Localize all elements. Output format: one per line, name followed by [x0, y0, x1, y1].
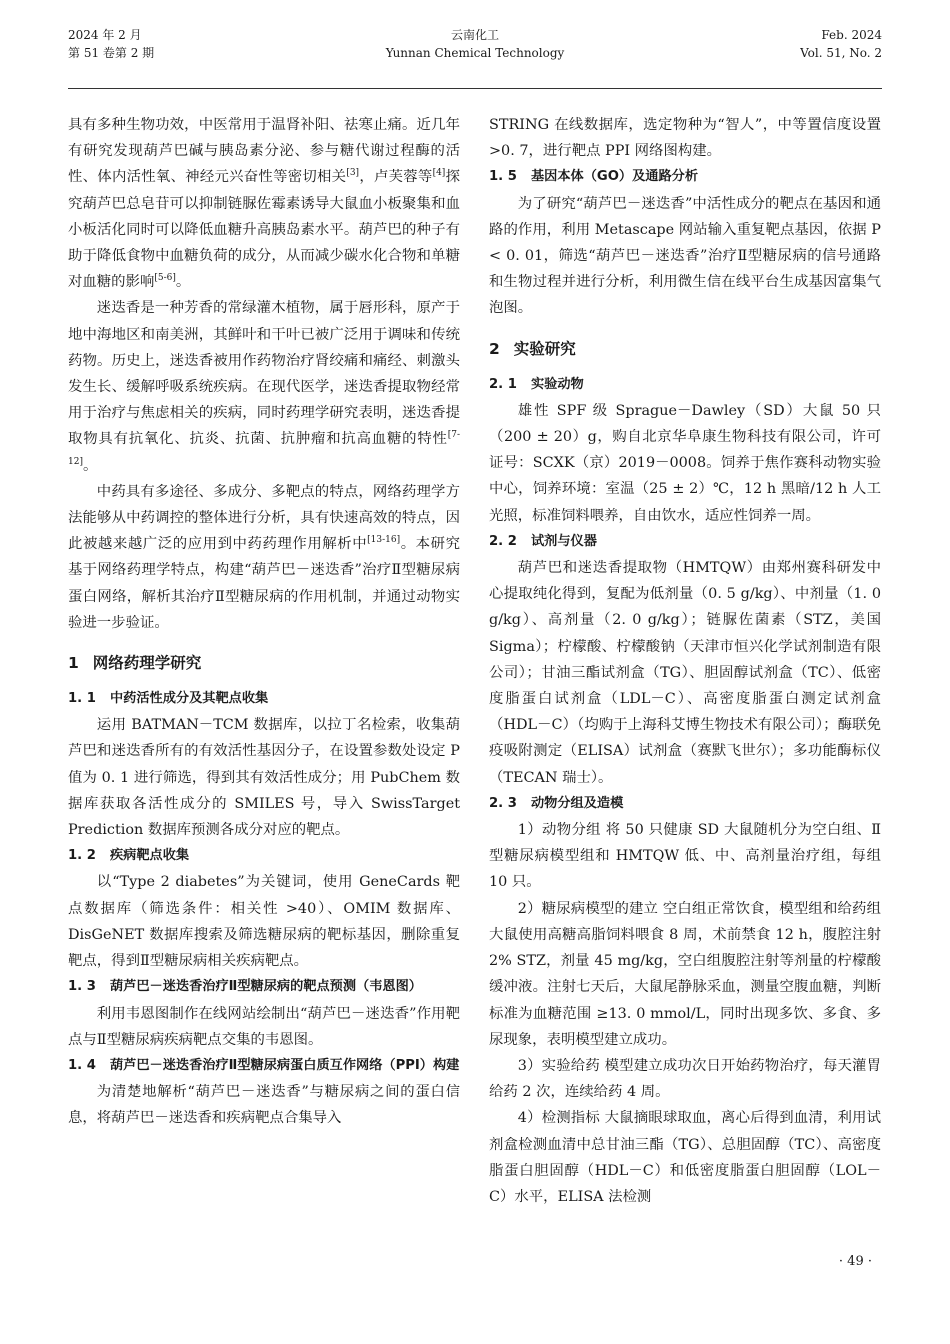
- subsection-title: 中药活性成分及其靶点收集: [109, 691, 269, 707]
- subsection-number: 2. 3: [489, 795, 517, 811]
- subsection-heading: [489, 164, 881, 190]
- paragraph-text: 。本研究基于网络药理学特点，构建“葫芦巴－迷迭香”治疗Ⅱ型糖尿病蛋白网络，解析其治疗Ⅱ型糖尿病的作用机制，并通过动物实验进一步验证。: [68, 536, 460, 631]
- subsection-heading: [68, 1053, 460, 1079]
- subsection-title: 疾病靶点收集: [109, 848, 190, 864]
- subsection-title: 葫芦巴－迷迭香治疗Ⅱ型糖尿病的靶点预测（韦恩图）: [109, 979, 422, 995]
- header-date-en: Feb. 2024: [821, 28, 882, 42]
- right-column: [489, 112, 881, 1210]
- page-number: · 49 ·: [838, 1254, 872, 1269]
- section-heading: [489, 336, 881, 362]
- subsection-heading: [489, 529, 881, 555]
- subsection-number: 1. 1: [68, 691, 96, 707]
- header-journal-en: Yunnan Chemical Technology: [385, 46, 565, 60]
- subsection-heading: [489, 791, 881, 817]
- running-header: [68, 26, 882, 89]
- header-journal-cn: 云南化工: [450, 28, 499, 42]
- subsection-title: 葫芦巴－迷迭香治疗Ⅱ型糖尿病蛋白质互作网络（PPI）构建: [109, 1057, 460, 1073]
- paragraph: 3）实验给药 模型建立成功次日开始药物治疗，每天灌胃给药 2 次，连续给药 4 周。: [489, 1057, 881, 1101]
- paragraph: [68, 295, 460, 478]
- paragraph: [68, 112, 460, 295]
- paragraph-text: 迷迭香是一种芳香的常绿灌木植物，属于唇形科，原产于地中海地区和南美洲，其鲜叶和干叶已被广泛用于调味和传统药物。历史上，迷迭香被用作药物治疗肾绞痛和痛经、刺激头发生长、缓解呼吸系统疾病。在现代医学，迷迭香提取物经常用于治疗与焦虑相关的疾病，同时药理学研究表明，迷迭香提取物具有抗氧化、抗炎、抗菌、抗肿瘤和抗高血糖的特性: [68, 300, 460, 448]
- section-title: 网络药理学研究: [92, 654, 202, 673]
- citation: [13-16]: [367, 535, 401, 546]
- section-number: 1: [68, 654, 79, 673]
- subsection-heading: [68, 686, 460, 712]
- section-number: 2: [489, 339, 500, 358]
- citation: [3]: [346, 168, 360, 179]
- subsection-heading: [68, 974, 460, 1000]
- header-volume-en: Vol. 51, No. 2: [800, 46, 882, 60]
- paragraph: 葫芦巴和迷迭香提取物（HMTQW）由郑州赛科研发中心提取纯化得到，复配为低剂量（0. 5 g/kg）、中剂量（1. 0 g/kg）、高剂量（2. 0 g/kg）；链脲佐菌素（STZ，美国 Sigma）；柠檬酸、柠檬酸钠（天津市恒兴化学试剂制造有限公司）；甘油三酯试剂盒（TG）、胆固醇试剂盒（TC）、低密度脂蛋白试剂盒（LDL－C）、高密度脂蛋白测定试剂盒（HDL－C）（均购于上海科艾博生物技术有限公司）；酶联免疫吸附测定（ELISA）试剂盒（赛默飞世尔）；多功能酶标仪（TECAN 瑞士）。: [489, 560, 881, 786]
- paragraph: 以“Type 2 diabetes”为关键词，使用 GeneCards 靶点数据库（筛选条件：相关性 >40）、OMIM 数据库、DisGeNET 数据库搜索及筛选糖尿病的靶标基因，删除重复靶点，得到Ⅱ型糖尿病相关疾病靶点。: [68, 874, 460, 970]
- paragraph: 4）检测指标 大鼠摘眼球取血，离心后得到血清，利用试剂盒检测血清中总甘油三酯（TG）、总胆固醇（TC）、高密度脂蛋白胆固醇（HDL－C）和低密度脂蛋白胆固醇（LOL－C）水平，ELISA 法检测: [489, 1110, 881, 1205]
- citation: [4]: [432, 168, 446, 179]
- paragraph: 利用韦恩图制作在线网站绘制出“葫芦巴－迷迭香”作用靶点与Ⅱ型糖尿病疾病靶点交集的韦恩图。: [68, 1005, 460, 1048]
- subsection-title: 实验动物: [530, 376, 584, 392]
- subsection-heading: [68, 843, 460, 869]
- subsection-title: 试剂与仪器: [530, 533, 597, 549]
- paragraph: STRING 在线数据库，选定物种为“智人”，中等置信度设置 >0. 7，进行靶点 PPI 网络图构建。: [489, 117, 881, 160]
- paragraph-text: 。: [82, 457, 98, 474]
- subsection-title: 动物分组及造模: [530, 795, 624, 811]
- paragraph-text: 具有多种生物功效，中医常用于温肾补阳、祛寒止痛。近几年有研究发现葫芦巴碱与胰岛素分泌、参与糖代谢过程酶的活性、体内活性氧、神经元兴奋性等密切相关: [68, 117, 460, 186]
- header-journal: [68, 26, 882, 62]
- subsection-number: 1. 4: [68, 1057, 96, 1073]
- header-date-volume-en: [800, 26, 882, 62]
- paragraph: [68, 479, 460, 636]
- subsection-number: 1. 3: [68, 979, 96, 995]
- paragraph: 运用 BATMAN－TCM 数据库，以拉丁名检索，收集葫芦巴和迷迭香所有的有效活性基因分子，在设置参数处设定 P 值为 0. 1 进行筛选，得到其有效活性成分；用 PubChem 数据库获取各活性成分的 SMILES 号，导入 SwissTarget Prediction 数据库预测各成分对应的靶点。: [68, 717, 460, 839]
- subsection-number: 2. 1: [489, 376, 517, 392]
- left-column: [68, 112, 460, 1132]
- paragraph: 为清楚地解析“葫芦巴－迷迭香”与糖尿病之间的蛋白信息，将葫芦巴－迷迭香和疾病靶点合集导入: [68, 1084, 460, 1127]
- paragraph-text: ，卢芙蓉等: [359, 169, 433, 186]
- subsection-title: 基因本体（GO）及通路分析: [530, 169, 699, 185]
- subsection-number: 1. 5: [489, 169, 517, 185]
- section-title: 实验研究: [513, 339, 576, 358]
- paragraph: 为了研究“葫芦巴－迷迭香”中活性成分的靶点在基因和通路的作用，利用 Metascape 网站输入重复靶点基因，依据 P < 0. 01，筛选“葫芦巴－迷迭香”治疗Ⅱ型糖尿病的信号通路和生物过程并进行分析，利用微生信在线平台生成基因富集气泡图。: [489, 195, 881, 317]
- citation: [7-12]: [68, 430, 460, 467]
- paragraph-text: 。: [175, 274, 191, 291]
- subsection-heading: [489, 372, 881, 398]
- header-date: 2024 年 2 月: [68, 28, 142, 42]
- paragraph-text: 中药具有多途径、多成分、多靶点的特点，网络药理学方法能够从中药调控的整体进行分析，具有快速高效的特点，因此被越来越广泛的应用到中药药理作用解析中: [68, 483, 460, 553]
- section-heading: [68, 650, 460, 676]
- paragraph: 2）糖尿病模型的建立 空白组正常饮食，模型组和给药组大鼠使用高糖高脂饲料喂食 8 周，术前禁食 12 h，腹腔注射 2% STZ，剂量 45 mg/kg，空白组腹腔注射等剂量的柠檬酸缓冲液。注射七天后，大鼠尾静脉采血，测量空腹血糖，判断标准为血糖范围 ≥13. 0 mmol/L，同时出现多饮、多食、多尿现象，表明模型建立成功。: [489, 900, 881, 1048]
- citation: [5-6]: [154, 273, 176, 284]
- subsection-number: 1. 2: [68, 848, 96, 864]
- paragraph: 雄性 SPF 级 Sprague－Dawley（SD）大鼠 50 只（200 ± 20）g，购自北京华阜康生物科技有限公司，许可证号：SCXK（京）2019－0008。饲养于焦作赛科动物实验中心，饲养环境：室温（25 ± 2）℃，12 h 黑暗/12 h 人工光照，标准饲料喂养，自由饮水，适应性饲养一周。: [489, 402, 881, 524]
- subsection-number: 2. 2: [489, 533, 517, 549]
- paragraph-text: 探究葫芦巴总皂苷可以抑制链脲佐霉素诱导大鼠血小板聚集和血小板活化同时可以降低血糖升高胰岛素水平。葫芦巴的种子有助于降低食物中血糖负荷的成分，从而减少碳水化合物和单糖对血糖的影响: [68, 169, 460, 291]
- paragraph: 1）动物分组 将 50 只健康 SD 大鼠随机分为空白组、Ⅱ型糖尿病模型组和 HMTQW 低、中、高剂量治疗组，每组 10 只。: [489, 822, 881, 891]
- header-volume: 第 51 卷第 2 期: [68, 46, 155, 60]
